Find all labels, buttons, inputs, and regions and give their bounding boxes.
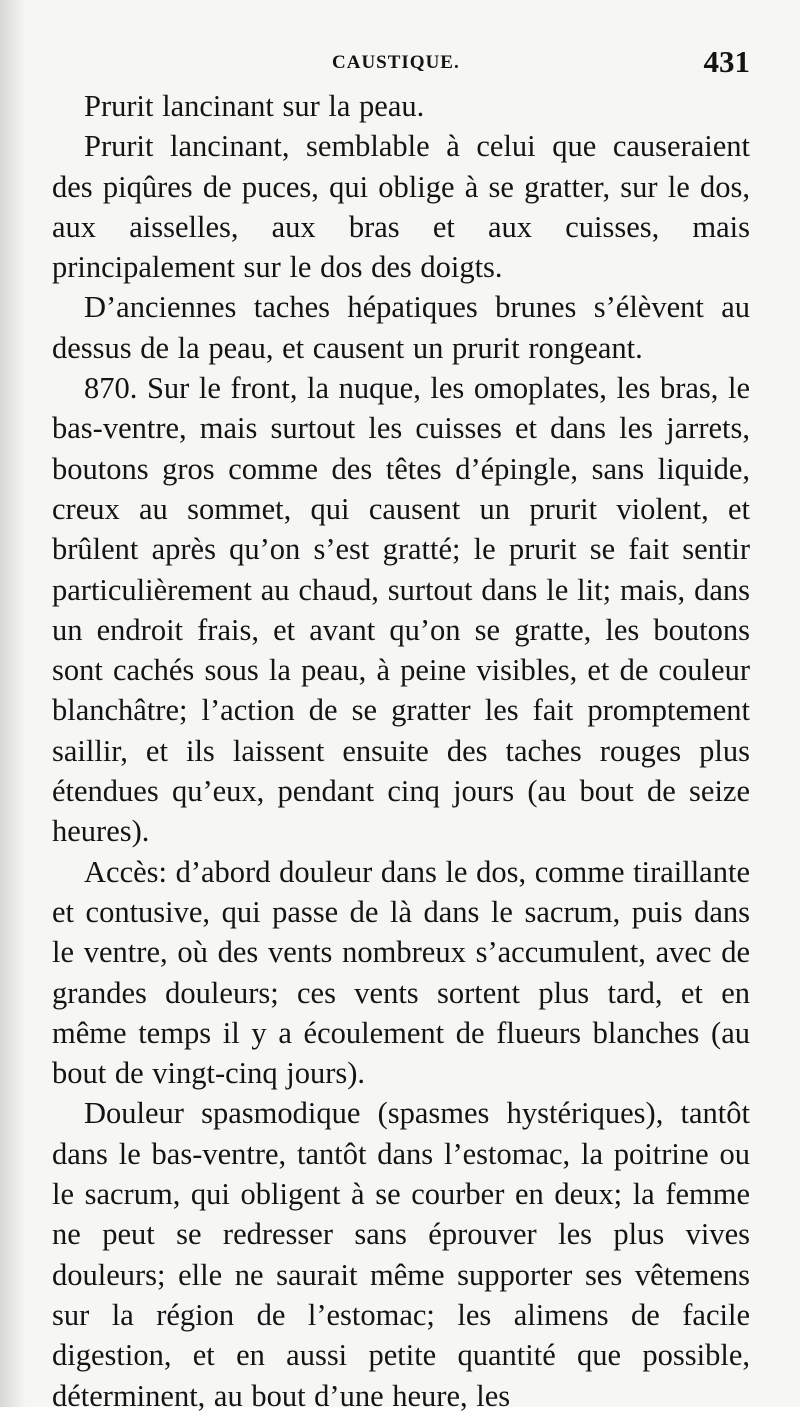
page-number: 431 — [703, 44, 750, 79]
paragraph-6: Douleur spasmodique (spasmes hystériques), tantôt dans le bas-ventre, tantôt dans l’estomac, la poitrine ou le sacrum, qui obligent à se courber en deux; la femme ne peut se redresser sans éprouver les plus vives douleurs; elle ne saurait même supporter ses vêtemens sur la région de l’estomac; les alimens de facile digestion, et en aussi petite quantité que possible, déterminent, au bout d’une heure, les — [52, 1096, 750, 1413]
running-title: CAUSTIQUE. — [332, 52, 460, 73]
body-text — [52, 86, 750, 1416]
paragraph-3: D’anciennes taches hépatiques brunes s’élèvent au dessus de la peau, et causent un prurit rongeant. — [52, 290, 750, 365]
paragraph-1: Prurit lancinant sur la peau. — [84, 89, 425, 123]
page-header — [56, 44, 750, 84]
paragraph-2: Prurit lancinant, semblable à celui que causeraient des piqûres de puces, qui oblige à se gratter, sur le dos, aux aisselles, aux bras et aux cuisses, mais principalement sur le dos des doigts. — [52, 129, 750, 285]
paragraph-4: 870. Sur le front, la nuque, les omoplates, les bras, le bas-ventre, mais surtout les cuisses et dans les jarrets, boutons gros comme des têtes d’épingle, sans liquide, creux au sommet, qui causent un prurit violent, et brûlent après qu’on s’est gratté; le prurit se fait sentir particulièrement au chaud, surtout dans le lit; mais, dans un endroit frais, et avant qu’on se gratte, les boutons sont cachés sous la peau, à peine visibles, et de couleur blanchâtre; l’action de se gratter les fait promptement saillir, et ils laissent ensuite des taches rouges plus étendues qu’eux, pendant cinq jours (au bout de seize heures). — [52, 371, 750, 849]
paragraph-5: Accès: d’abord douleur dans le dos, comme tiraillante et contusive, qui passe de là dans le sacrum, puis dans le ventre, où des vents nombreux s’accumulent, avec de grandes douleurs; ces vents sortent plus tard, et en même temps il y a écoulement de flueurs blanches (au bout de vingt-cinq jours). — [52, 854, 750, 1091]
